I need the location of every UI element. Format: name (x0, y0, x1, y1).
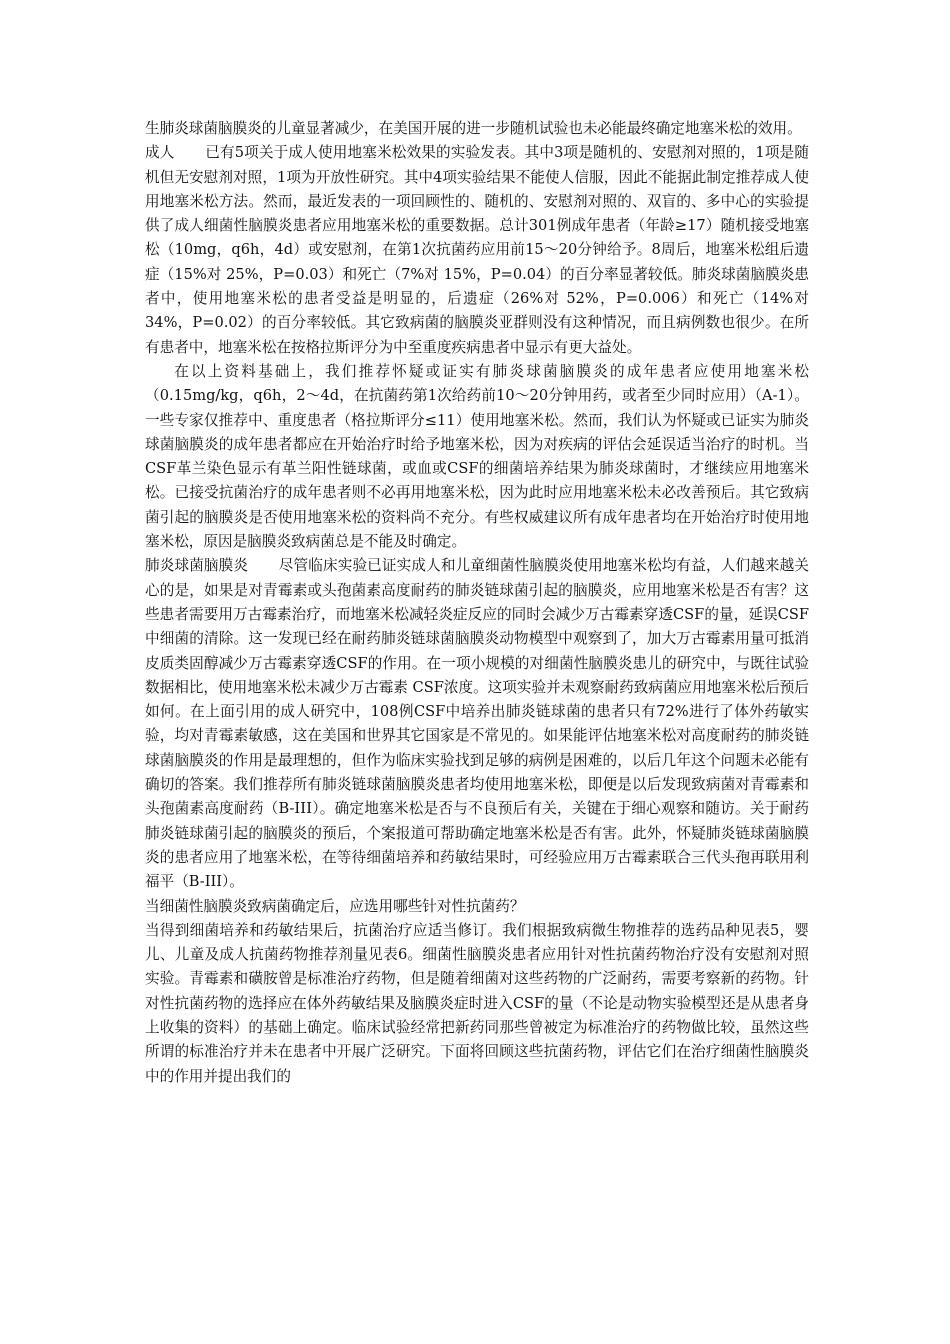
section-label-pneumococcal-meningitis: 肺炎球菌脑膜炎 (145, 557, 249, 575)
paragraph-adults (145, 141, 809, 360)
paragraph-adults-text: 已有5项关于成人使用地塞米松效果的实验发表。其中3项是随机的、安慰剂对照的，1项是随机但无安慰剂对照，1项为开放性研究。其中4项实验结果不能使人信服，因此不能据此制定推荐成人使用地塞米松方法。然而，最近发表的一项回顾性的、随机的、安慰剂对照的、双盲的、多中心的实验提供了成人细菌性脑膜炎患者应用地塞米松的重要数据。总计301例成年患者（年龄≥17）随机接受地塞松（10mg，q6h，4d）或安慰剂，在第1次抗菌药应用前15～20分钟给予。8周后，地塞米松组后遗症（15%对 25%，P=0.03）和死亡（7%对 15%，P=0.04）的百分率显著较低。肺炎球菌脑膜炎患者中，使用地塞米松的患者受益是明显的，后遗症（26%对 52%，P=0.006）和死亡（14%对 34%，P=0.02）的百分率较低。其它致病菌的脑膜炎亚群则没有这种情况，而且病例数也很少。在所有患者中，地塞米松在按格拉斯评分为中至重度疾病患者中显示有更大益处。 (145, 144, 809, 356)
question-heading-targeted-antibiotics: 当细菌性脑膜炎致病菌确定后，应选用哪些针对性抗菌药？ (145, 897, 525, 915)
paragraph-pneumococcal-meningitis (145, 554, 809, 894)
paragraph-targeted-antibiotics: 当得到细菌培养和药敏结果后，抗菌治疗应适当修订。我们根据致病微生物推荐的选药品种见表5，婴儿、儿童及成人抗菌药物推荐剂量见表6。细菌性脑膜炎患者应用针对性抗菌药物治疗没有安慰剂对照实验。青霉素和磺胺曾是标准治疗药物，但是随着细菌对这些药物的广泛耐药，需要考察新的药物。针对性抗菌药物的选择应在体外药敏结果及脑膜炎症时进入CSF的量（不论是动物实验模型还是从患者身上收集的资料）的基础上确定。临床试验经常把新药同那些曾被定为标准治疗的药物做比较，虽然这些所谓的标准治疗并未在患者中开展广泛研究。下面将回顾这些抗菌药物，评估它们在治疗细菌性脑膜炎中的作用并提出我们的 (145, 921, 809, 1085)
paragraph-adult-recommendation: 在以上资料基础上，我们推荐怀疑或证实有肺炎球菌脑膜炎的成年患者应使用地塞米松（0.15mg/kg，q6h，2～4d，在抗菌药第1次给药前10～20分钟用药，或者至少同时应用）（A-1）。一些专家仅推荐中、重度患者（格拉斯评分≤11）使用地塞米松。然而，我们认为怀疑或已证实为肺炎球菌脑膜炎的成年患者都应在开始治疗时给予地塞米松，因为对疾病的评估会延误适当治疗的时机。当CSF革兰染色显示有革兰阳性链球菌，或血或CSF的细菌培养结果为肺炎球菌时，才继续应用地塞米松。已接受抗菌治疗的成年患者则不必再用地塞米松，因为此时应用地塞米松未必改善预后。其它致病菌引起的脑膜炎是否使用地塞米松的资料尚不充分。有些权威建议所有成年患者均在开始治疗时使用地塞米松，原因是脑膜炎致病菌总是不能及时确定。 (145, 362, 809, 551)
section-label-adults: 成人 (145, 144, 175, 162)
paragraph-pneumococcal-meningitis-text: 尽管临床实验已证实成人和儿童细菌性脑膜炎使用地塞米松均有益，人们越来越关心的是，如果是对青霉素或头孢菌素高度耐药的肺炎链球菌引起的脑膜炎，应用地塞米松是否有害？这些患者需要用万古霉素治疗，而地塞米松减轻炎症反应的同时会减少万古霉素穿透CSF的量，延误CSF中细菌的清除。这一发现已经在耐药肺炎链球菌脑膜炎动物模型中观察到了，加大万古霉素用量可抵消皮质类固醇减少万古霉素穿透CSF的作用。在一项小规模的对细菌性脑膜炎患儿的研究中，与既往试验数据相比，使用地塞米松未减少万古霉素 CSF浓度。这项实验并未观察耐药致病菌应用地塞米松后预后如何。在上面引用的成人研究中，108例CSF中培养出肺炎链球菌的患者只有72%进行了体外药敏实验，均对青霉素敏感，这在美国和世界其它国家是不常见的。如果能评估地塞米松对高度耐药的肺炎链球菌脑膜炎的作用是最理想的，但作为临床实验找到足够的病例是困难的，以后几年这个问题未必能有确切的答案。我们推荐所有肺炎链球菌脑膜炎患者均使用地塞米松，即便是以后发现致病菌对青霉素和头孢菌素高度耐药（B-IIⅠ）。确定地塞米松是否与不良预后有关，关键在于细心观察和随访。关于耐药肺炎链球菌引起的脑膜炎的预后，个案报道可帮助确定地塞米松是否有害。此外，怀疑肺炎链球菌脑膜炎的患者应用了地塞米松，在等待细菌培养和药敏结果时，可经验应用万古霉素联合三代头孢再联用利福平（B-IIⅠ）。 (145, 557, 809, 891)
paragraph-dexamethasone-children-conclusion: 生肺炎球菌脑膜炎的儿童显著减少，在美国开展的进一步随机试验也未必能最终确定地塞米松的效用。 (145, 120, 802, 137)
document-page (145, 117, 809, 1089)
